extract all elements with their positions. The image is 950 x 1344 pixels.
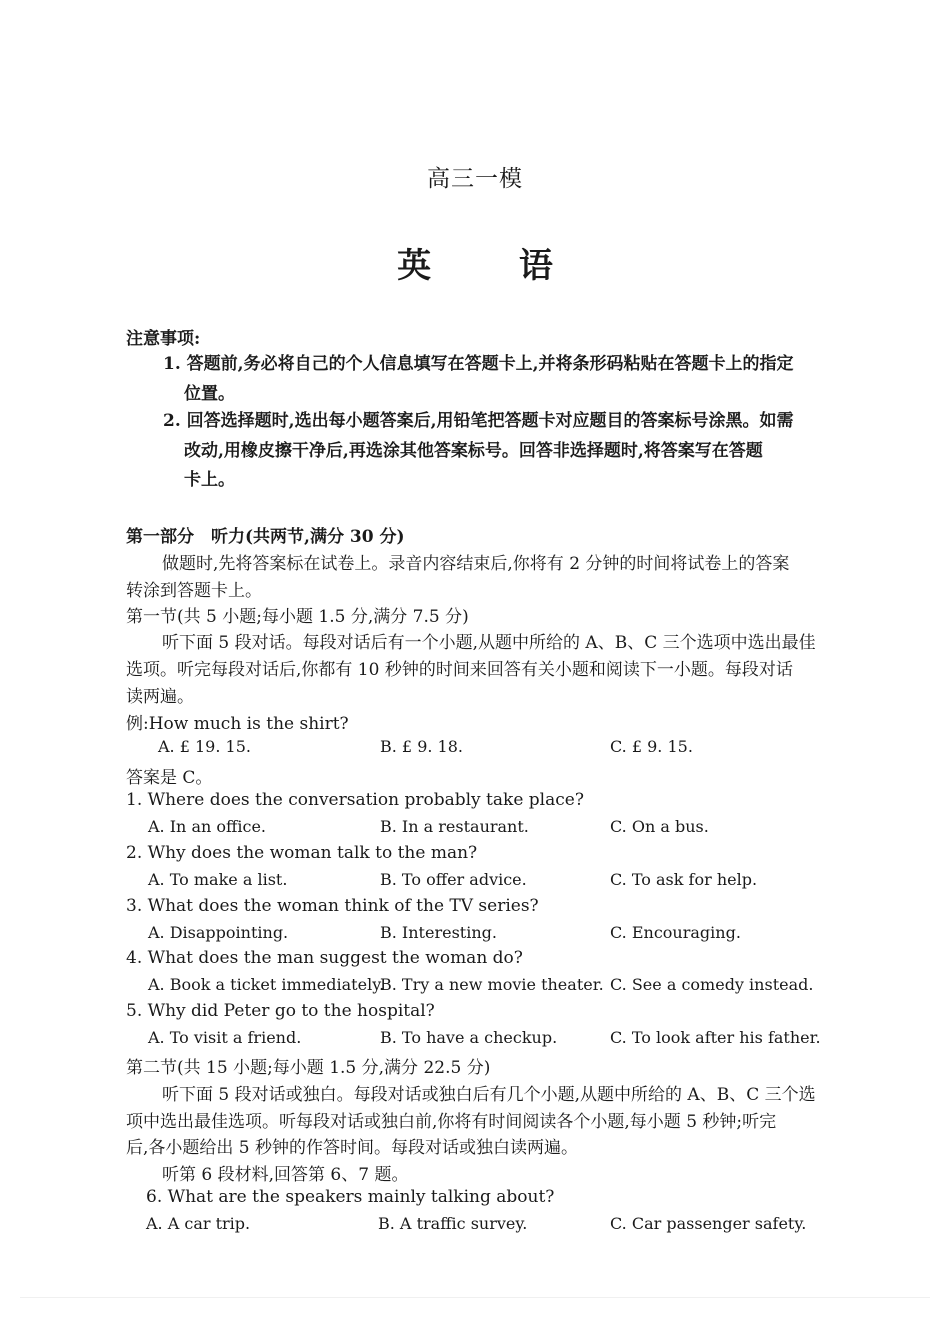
- question-6-option-c: C. Car passenger safety.: [610, 1214, 807, 1233]
- question-1-option-b: B. In a restaurant.: [380, 817, 529, 836]
- question-3-option-b: B. Interesting.: [380, 923, 497, 942]
- question-1-option-a: A. In an office.: [148, 817, 266, 836]
- question-3-option-a: A. Disappointing.: [148, 923, 289, 942]
- notice-item-1-line-1: 1. 答题前,务必将自己的个人信息填写在答题卡上,并将条形码粘贴在答题卡上的指定: [163, 354, 794, 374]
- notice-item-1-line-2: 位置。: [184, 384, 235, 404]
- question-4: 4. What does the man suggest the woman do?: [126, 948, 523, 968]
- example-option-c: C. £ 9. 15.: [610, 737, 693, 756]
- notice-heading: 注意事项:: [126, 329, 201, 349]
- part1-heading: 第一部分 听力(共两节,满分 30 分): [126, 527, 405, 547]
- section1-intro-line-3: 读两遍。: [126, 687, 194, 707]
- question-4-option-a: A. Book a ticket immediately.: [148, 975, 385, 994]
- section1-heading: 第一节(共 5 小题;每小题 1.5 分,满分 7.5 分): [126, 607, 469, 627]
- exam-subtitle: 高三一模: [427, 166, 523, 192]
- section2-intro-line-3: 后,各小题给出 5 秒钟的作答时间。每段对话或独白读两遍。: [126, 1138, 579, 1158]
- question-1-option-c: C. On a bus.: [610, 817, 709, 836]
- question-2-option-a: A. To make a list.: [148, 870, 288, 889]
- question-2-option-b: B. To offer advice.: [380, 870, 527, 889]
- question-4-option-b: B. Try a new movie theater.: [380, 975, 604, 994]
- example-option-b: B. £ 9. 18.: [380, 737, 463, 756]
- section2-heading: 第二节(共 15 小题;每小题 1.5 分,满分 22.5 分): [126, 1058, 491, 1078]
- question-1: 1. Where does the conversation probably take place?: [126, 790, 584, 810]
- example-option-a: A. £ 19. 15.: [158, 737, 251, 756]
- question-4-option-c: C. See a comedy instead.: [610, 975, 814, 994]
- material-6-instruction: 听第 6 段材料,回答第 6、7 题。: [162, 1165, 409, 1185]
- question-2: 2. Why does the woman talk to the man?: [126, 843, 478, 863]
- question-3-option-c: C. Encouraging.: [610, 923, 741, 942]
- question-2-option-c: C. To ask for help.: [610, 870, 758, 889]
- question-3: 3. What does the woman think of the TV series?: [126, 896, 539, 916]
- notice-item-2-line-3: 卡上。: [184, 470, 235, 490]
- question-6-option-b: B. A traffic survey.: [378, 1214, 528, 1233]
- question-6-option-a: A. A car trip.: [146, 1214, 251, 1233]
- section2-intro-line-1: 听下面 5 段对话或独白。每段对话或独白后有几个小题,从题中所给的 A、B、C 三个选: [162, 1085, 816, 1105]
- exam-title: 英 语: [397, 246, 591, 286]
- example-question: 例:How much is the shirt?: [126, 714, 349, 734]
- question-5-option-b: B. To have a checkup.: [380, 1028, 558, 1047]
- question-6: 6. What are the speakers mainly talking about?: [146, 1187, 555, 1207]
- notice-item-2-line-1: 2. 回答选择题时,选出每小题答案后,用铅笔把答题卡对应题目的答案标号涂黑。如需: [163, 411, 794, 431]
- question-5-option-a: A. To visit a friend.: [148, 1028, 302, 1047]
- section1-intro-line-2: 选项。听完每段对话后,你都有 10 秒钟的时间来回答有关小题和阅读下一小题。每段对话: [126, 660, 793, 680]
- section1-intro-line-1: 听下面 5 段对话。每段对话后有一个小题,从题中所给的 A、B、C 三个选项中选出最佳: [162, 633, 816, 653]
- notice-item-2-line-2: 改动,用橡皮擦干净后,再选涂其他答案标号。回答非选择题时,将答案写在答题: [184, 441, 763, 461]
- page-bottom-divider: [20, 1297, 930, 1298]
- section2-intro-line-2: 项中选出最佳选项。听每段对话或独白前,你将有时间阅读各个小题,每小题 5 秒钟;听完: [126, 1112, 777, 1132]
- example-answer: 答案是 C。: [126, 768, 213, 788]
- question-5: 5. Why did Peter go to the hospital?: [126, 1001, 435, 1021]
- question-5-option-c: C. To look after his father.: [610, 1028, 821, 1047]
- part1-intro-line-2: 转涂到答题卡上。: [126, 581, 262, 601]
- part1-intro-line-1: 做题时,先将答案标在试卷上。录音内容结束后,你将有 2 分钟的时间将试卷上的答案: [162, 554, 790, 574]
